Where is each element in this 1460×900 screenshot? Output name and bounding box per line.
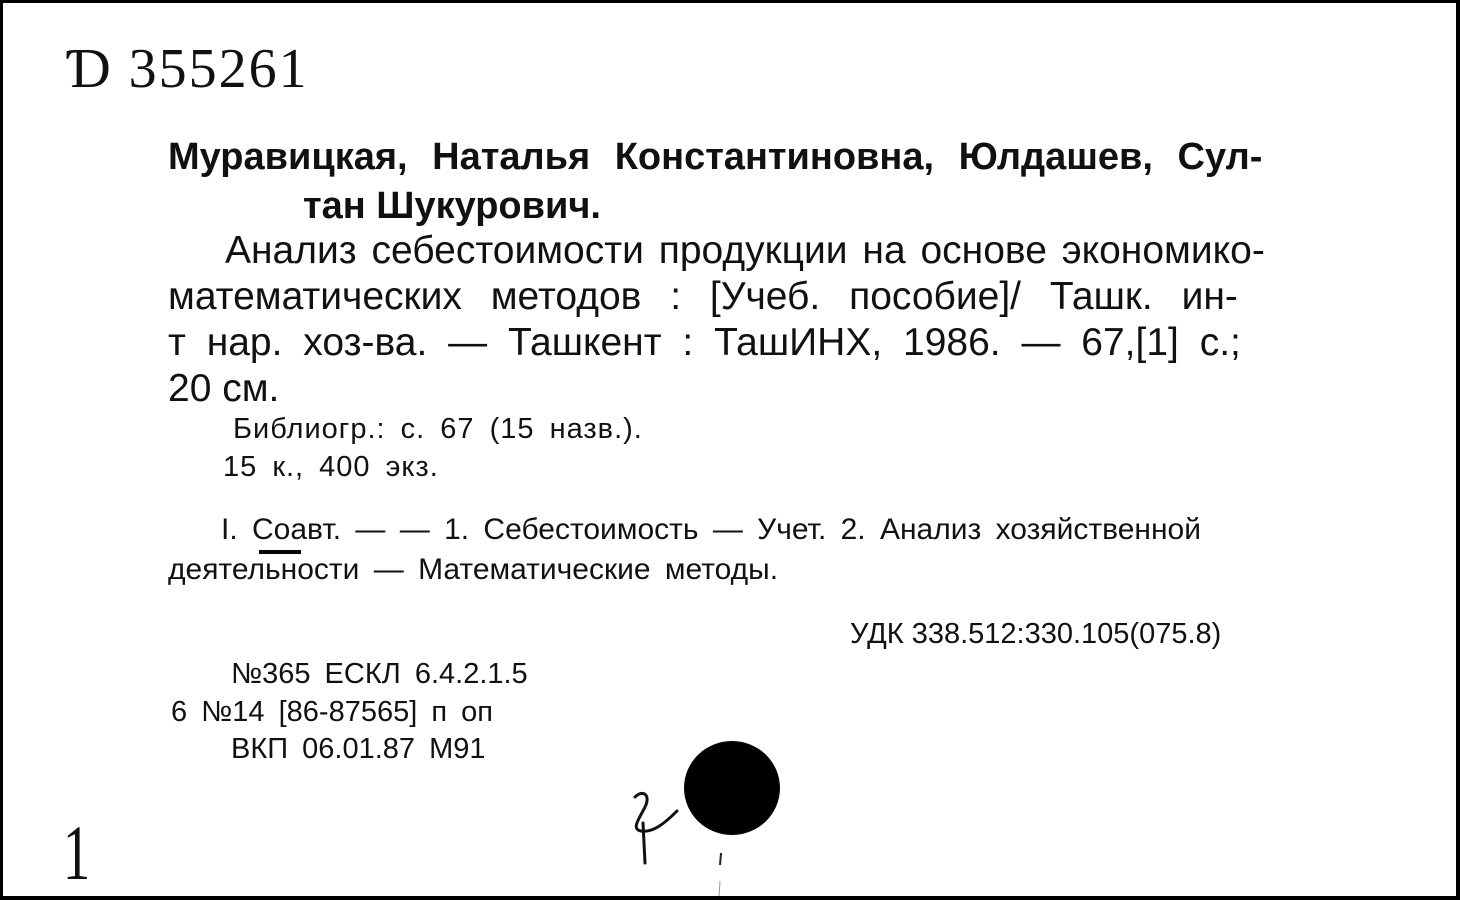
title-line-4: 20 см.: [168, 367, 280, 410]
handwritten-mark: 1: [62, 809, 91, 896]
registry-line-1: №365 ЕСКЛ 6.4.2.1.5: [231, 658, 528, 690]
title-line-2: математических методов : [Учеб. пособие]/ Ташк. ин-: [168, 275, 1238, 318]
registry-line-2: 6 №14 [86-87565] п оп: [171, 696, 493, 728]
pencil-tick-mark: [715, 851, 725, 899]
punch-hole-dot: [684, 741, 780, 835]
title-line-3: т нар. хоз-ва. — Ташкент : ТашИНХ, 1986. — 67,[1] с.;: [168, 321, 1241, 364]
registry-line-3: ВКП 06.01.87 М91: [231, 733, 486, 765]
tracing-line-2: деятельности — Математические методы.: [168, 553, 779, 586]
tracing-line-1: I. Соавт. — — 1. Себестоимость — Учет. 2. Анализ хозяйственной: [221, 513, 1201, 546]
handwritten-scribble-icon: [621, 783, 691, 873]
author-line-1: Муравицкая, Наталья Константиновна, Юлдашев, Сул-: [168, 136, 1263, 178]
price-copies: 15 к., 400 экз.: [223, 451, 439, 483]
bibliography-note: Библиогр.: с. 67 (15 назв.).: [233, 413, 643, 445]
title-line-1: Анализ себестоимости продукции на основе экономико-: [225, 229, 1265, 272]
udk-code: УДК 338.512:330.105(075.8): [850, 618, 1222, 650]
author-line-2: тан Шукурович.: [303, 185, 601, 227]
call-number: Ɗ 355261: [65, 38, 309, 100]
